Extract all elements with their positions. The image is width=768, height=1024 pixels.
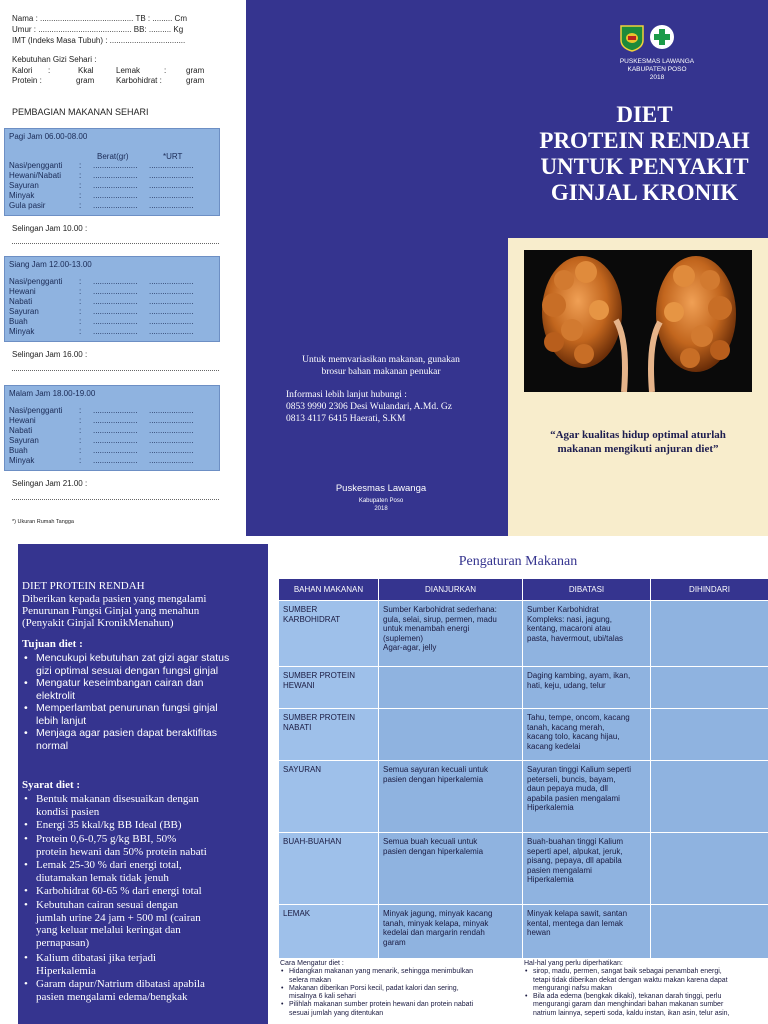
berat-dots: .................... xyxy=(93,161,138,170)
cell-line: Minyak jagung, minyak kacang xyxy=(383,909,493,918)
karbo-label: Karbohidrat : xyxy=(116,76,162,85)
cover-title-line: DIET xyxy=(616,102,673,127)
meal-item: Hewani xyxy=(9,416,36,425)
tujuan-title: Tujuan diet : xyxy=(22,638,83,650)
contact-2: 0813 4117 6415 Haerati, S.KM xyxy=(286,414,406,424)
table-header-row xyxy=(279,579,768,601)
syarat-text: Lemak 25-30 % dari energi total, xyxy=(36,859,182,871)
cell-line: SUMBER PROTEIN xyxy=(283,671,356,680)
cell-line: Tahu, tempe, oncom, kacang xyxy=(527,713,630,722)
meal-title: Siang Jam 12.00-13.00 xyxy=(9,260,92,269)
cell-line: Semua buah kecuali untuk xyxy=(383,837,478,846)
meal-colon: : xyxy=(79,307,82,316)
table-row xyxy=(279,709,768,761)
row-dibatasi xyxy=(523,761,651,833)
cell-line: tanah, kacang merah, xyxy=(527,722,605,732)
cell-line: pasien mengalami xyxy=(527,865,592,875)
snack-line xyxy=(12,243,219,244)
urt-header: *URT xyxy=(163,152,183,161)
pengaturan-panel xyxy=(268,536,768,1024)
info-title: Informasi lebih lanjut hubungi : xyxy=(286,390,407,400)
lemak-unit: gram xyxy=(186,66,205,75)
district-emblem-icon xyxy=(619,24,645,52)
row-dianjurkan xyxy=(379,833,523,905)
syarat-text: pernapasan) xyxy=(36,936,90,949)
berat-dots: .................... xyxy=(93,317,138,326)
cell-line: untuk menambah energi xyxy=(383,624,470,633)
berat-dots: .................... xyxy=(93,327,138,336)
syarat-text: kondisi pasien xyxy=(36,805,100,818)
cell-line: peterseli, buncis, bayam, xyxy=(527,774,616,784)
berat-dots: .................... xyxy=(93,416,138,425)
cell-line: Hiperkalemia xyxy=(527,803,574,812)
diet-intro-line: Penurunan Fungsi Ginjal yang menahun xyxy=(22,605,200,617)
meal-colon: : xyxy=(79,327,82,336)
urt-dots: .................... xyxy=(149,436,194,445)
meal-box-pagi xyxy=(4,128,220,216)
cell-line: hewan xyxy=(527,928,551,937)
row-category xyxy=(279,601,379,667)
row-dihindari xyxy=(651,709,768,761)
meal-colon: : xyxy=(79,201,82,210)
meal-colon: : xyxy=(79,416,82,425)
berat-dots: .................... xyxy=(93,277,138,286)
meal-item: Sayuran xyxy=(9,436,39,445)
kalori-label: Kalori xyxy=(12,66,33,75)
row-dianjurkan xyxy=(379,601,523,667)
cell-line: seperti apel, alpukat, jeruk, xyxy=(527,846,623,856)
urt-dots: .................... xyxy=(149,456,194,465)
table-row xyxy=(279,833,768,905)
cell-line: kental, mentega dan lemak xyxy=(527,918,624,928)
cara-text: Pilihlah makanan sumber protein hewani dan protein nabati xyxy=(289,1001,474,1009)
row-dibatasi xyxy=(523,833,651,905)
meal-title: Pagi Jam 06.00-08.00 xyxy=(9,132,88,141)
cell-line: Sumber Karbohidrat sederhana: xyxy=(383,605,497,614)
meal-item: Hewani xyxy=(9,287,36,296)
cara-mengatur xyxy=(280,960,520,1018)
berat-dots: .................... xyxy=(93,181,138,190)
cover-title-line: GINJAL KRONIK xyxy=(550,180,739,205)
meal-item: Minyak xyxy=(9,327,35,336)
diet-heading: DIET PROTEIN RENDAH xyxy=(22,580,145,592)
meal-colon: : xyxy=(79,191,82,200)
tujuan-item: • Menjaga agar pasien dapat beraktifitas normal xyxy=(24,727,258,752)
tujuan-item: • Mengatur keseimbangan cairan dan elektrolit xyxy=(24,677,258,702)
syarat-text: Energi 35 kkal/kg BB Ideal (BB) xyxy=(36,819,182,831)
karbo-unit: gram xyxy=(186,76,205,85)
snack-line xyxy=(12,499,219,500)
meal-colon: : xyxy=(79,456,82,465)
berat-dots: .................... xyxy=(93,307,138,316)
cara-text: selera makan xyxy=(289,976,332,984)
hal-title: Hal-hal yang perlu diperhatikan: xyxy=(524,960,623,967)
meal-colon: : xyxy=(79,287,82,296)
urt-dots: .................... xyxy=(149,201,194,210)
meal-item: Nasi/pengganti xyxy=(9,277,63,286)
cell-line: Sayuran tinggi Kalium seperti xyxy=(527,765,632,774)
hal-text: Bila ada edema (bengkak dikaki), tekanan darah tinggi, perlu xyxy=(533,993,722,1001)
cell-line: pasien dengan hiperkalemia xyxy=(383,774,484,784)
contact-1: 0853 9990 2306 Desi Wulandari, A.Md. Gz xyxy=(286,402,452,412)
cell-line: KARBOHIDRAT xyxy=(283,614,341,624)
syarat-text: yang keluar melalui keringat dan xyxy=(36,924,181,936)
header-bahan: BAHAN MAKANAN xyxy=(279,579,379,601)
row-dianjurkan xyxy=(379,709,523,761)
urt-dots: .................... xyxy=(149,277,194,286)
syarat-text: Kalium dibatasi jika terjadi xyxy=(36,952,157,964)
cover-title xyxy=(517,102,768,206)
kebutuhan-title: Kebutuhan Gizi Sehari : xyxy=(12,55,97,64)
cell-line: NABATI xyxy=(283,722,312,732)
urt-dots: .................... xyxy=(149,406,194,415)
cell-line: kacang tolo, kacang hijau, xyxy=(527,732,620,741)
lemak-colon: : xyxy=(164,66,167,75)
syarat-title: Syarat diet : xyxy=(22,779,81,791)
tujuan-text: elektrolit xyxy=(36,689,76,702)
diet-form-panel xyxy=(0,0,246,536)
syarat-text: protein hewani dan 50% protein nabati xyxy=(36,845,207,858)
kidney-left-shape xyxy=(542,256,625,392)
cell-line: tanah, minyak kelapa, minyak xyxy=(383,918,489,928)
urt-dots: .................... xyxy=(149,307,194,316)
cara-item: • Makanan diberikan Porsi kecil, padat kalori dan sering, misalnya 6 kali sehari xyxy=(280,985,520,1002)
meal-item: Hewani/Nabati xyxy=(9,171,62,180)
meal-colon: : xyxy=(79,446,82,455)
kalori-unit: Kkal xyxy=(78,66,94,75)
table-row xyxy=(279,905,768,959)
berat-dots: .................... xyxy=(93,436,138,445)
protein-unit: gram xyxy=(76,76,95,85)
hal-item: • sirop, madu, permen, sangat baik sebagai penambah energi, tetapi tidak diberikan dekat dengan waktu makan karena dapat mengurangi nafsu makan xyxy=(524,968,768,993)
meal-item: Nabati xyxy=(9,297,33,306)
row-dibatasi xyxy=(523,601,651,667)
umur-field: Umur : .......................................... BB: .......... Kg xyxy=(12,25,184,34)
meal-colon: : xyxy=(79,297,82,306)
cover-title-line: PROTEIN RENDAH xyxy=(539,128,750,153)
tujuan-text: Mengatur keseimbangan cairan dan xyxy=(36,677,204,689)
urt-dots: .................... xyxy=(149,297,194,306)
berat-dots: .................... xyxy=(93,406,138,415)
syarat-item: • Kebutuhan cairan sesuai dengan jumlah urine 24 jam + 500 ml (cairan yang keluar melalui keringat dan pernapasan) xyxy=(24,899,258,949)
cover-org-line2: KABUPATEN POSO xyxy=(627,66,687,73)
meal-colon: : xyxy=(79,436,82,445)
meal-section-title: PEMBAGIAN MAKANAN SEHARI xyxy=(12,107,149,117)
meal-colon: : xyxy=(79,161,82,170)
cell-line: Daging kambing, ayam, ikan, xyxy=(527,671,631,680)
cell-line: Hiperkalemia xyxy=(527,875,574,884)
tujuan-text: Mencukupi kebutuhan zat gizi agar status xyxy=(36,652,230,664)
row-dihindari xyxy=(651,667,768,709)
tujuan-text: lebih lanjut xyxy=(36,714,87,727)
urt-dots: .................... xyxy=(149,327,194,336)
diet-info-panel xyxy=(0,536,268,1024)
pengaturan-title: Pengaturan Makanan xyxy=(458,554,578,569)
contact-panel xyxy=(246,0,507,536)
berat-dots: .................... xyxy=(93,287,138,296)
cover-quote xyxy=(518,428,758,456)
hal-text: tetapi tidak diberikan dekat dengan waktu makan karena dapat xyxy=(533,976,728,984)
kalori-colon: : xyxy=(48,66,51,75)
cover-image-area xyxy=(508,238,768,536)
cell-line: SUMBER xyxy=(283,605,318,614)
meal-item: Gula pasir xyxy=(9,201,46,210)
meal-item: Sayuran xyxy=(9,307,39,316)
org-year: 2018 xyxy=(374,506,388,512)
cover-quote-line: makanan mengikuti anjuran diet” xyxy=(557,443,719,455)
syarat-text: Kebutuhan cairan sesuai dengan xyxy=(36,899,179,911)
header-dianjurkan: DIANJURKAN xyxy=(379,579,523,601)
snack-label: Selingan Jam 21.00 : xyxy=(12,479,88,488)
cell-line: apabila pasien mengalami xyxy=(527,793,620,803)
cara-text: sesuai jumlah yang ditentukan xyxy=(289,1009,384,1017)
cell-line: garam xyxy=(383,937,406,947)
row-dianjurkan xyxy=(379,905,523,959)
snack-label: Selingan Jam 10.00 : xyxy=(12,224,88,233)
row-dianjurkan xyxy=(379,667,523,709)
hal-text: mengurangi nafsu makan xyxy=(533,984,612,992)
cell-line: kedelai dan margarin rendah xyxy=(383,928,485,937)
tujuan-text: gizi optimal sesuai dengan fungsi ginjal xyxy=(36,664,219,677)
cara-text: misalnya 6 kali sehari xyxy=(289,993,356,1001)
berat-dots: .................... xyxy=(93,456,138,465)
syarat-item: • Lemak 25-30 % dari energi total, diutamakan lemak tidak jenuh xyxy=(24,859,258,884)
snack-line xyxy=(12,370,219,371)
header-dibatasi: DIBATASI xyxy=(523,579,651,601)
tujuan-text: normal xyxy=(36,739,69,752)
syarat-text: jumlah urine 24 jam + 500 ml (cairan xyxy=(36,911,201,924)
nama-field: Nama : .......................................... TB : ......... Cm xyxy=(12,14,187,23)
table-row xyxy=(279,761,768,833)
syarat-text: pasien mengalami edema/bengkak xyxy=(36,990,188,1003)
row-category xyxy=(279,905,379,959)
snack-label: Selingan Jam 16.00 : xyxy=(12,350,88,359)
kidney-image xyxy=(524,250,752,392)
urt-dots: .................... xyxy=(149,181,194,190)
syarat-item: • Kalium dibatasi jika terjadi Hiperkalemia xyxy=(24,952,258,977)
cell-line: kentang, macaroni atau xyxy=(527,624,611,633)
syarat-item: • Energi 35 kkal/kg BB Ideal (BB) xyxy=(24,819,258,832)
cara-title: Cara Mengatur diet : xyxy=(280,960,344,967)
meal-item: Nasi/pengganti xyxy=(9,406,63,415)
syarat-item: • Bentuk makanan disesuaikan dengan kondisi pasien xyxy=(24,793,258,818)
protein-label: Protein : xyxy=(12,76,42,85)
cell-line: Agar-agar, jelly xyxy=(383,643,437,652)
syarat-text: Hiperkalemia xyxy=(36,964,96,977)
cell-line: SUMBER PROTEIN xyxy=(283,713,356,722)
berat-dots: .................... xyxy=(93,191,138,200)
cell-line: pasta, havermout, ubi/talas xyxy=(527,633,624,643)
berat-dots: .................... xyxy=(93,297,138,306)
row-dibatasi xyxy=(523,667,651,709)
berat-dots: .................... xyxy=(93,446,138,455)
syarat-item: • Garam dapur/Natrium dibatasi apabila pasien mengalami edema/bengkak xyxy=(24,978,258,1003)
cell-line: Kompleks: nasi, jagung, xyxy=(527,614,612,624)
row-category xyxy=(279,709,379,761)
cell-line: daun pepaya muda, dll xyxy=(527,784,608,793)
imt-field: IMT (Indeks Masa Tubuh) : .................................. xyxy=(12,36,186,45)
syarat-item: • Karbohidrat 60-65 % dari energi total xyxy=(24,885,258,898)
lemak-label: Lemak xyxy=(116,66,141,75)
hal-text: mengurangi garam dan menghindari bahan makanan sumber xyxy=(533,1001,724,1009)
meal-box-malam xyxy=(4,385,220,471)
berat-dots: .................... xyxy=(93,426,138,435)
hal-item: • Bila ada edema (bengkak dikaki), tekanan darah tinggi, perlu mengurangi garam dan menghindari bahan makanan sumber natrium lainnya, seperti soda, kaldu instan, ikan asin, telur asin, xyxy=(524,993,768,1018)
row-dibatasi xyxy=(523,905,651,959)
urt-dots: .................... xyxy=(149,287,194,296)
row-dihindari xyxy=(651,601,768,667)
health-cross-icon xyxy=(649,24,675,50)
syarat-text: Protein 0,6-0,75 g/kg BBI, 50% xyxy=(36,833,177,845)
hal-diperhatikan xyxy=(524,960,768,1018)
footnote: *) Ukuran Rumah Tangga xyxy=(12,519,74,525)
meal-colon: : xyxy=(79,426,82,435)
urt-dots: .................... xyxy=(149,446,194,455)
cell-line: hati, keju, udang, telur xyxy=(527,680,606,690)
cell-line: kacang kedelai xyxy=(527,741,581,751)
meal-colon: : xyxy=(79,317,82,326)
syarat-text: Bentuk makanan disesuaikan dengan xyxy=(36,793,199,805)
meal-item: Sayuran xyxy=(9,181,39,190)
cell-line: pasien dengan hiperkalemia xyxy=(383,846,484,856)
row-category xyxy=(279,761,379,833)
meal-colon: : xyxy=(79,171,82,180)
tujuan-item: • Mencukupi kebutuhan zat gizi agar status gizi optimal sesuai dengan fungsi ginjal xyxy=(24,652,258,677)
syarat-text: Garam dapur/Natrium dibatasi apabila xyxy=(36,978,205,990)
cell-line: LEMAK xyxy=(283,909,311,918)
syarat-item: • Protein 0,6-0,75 g/kg BBI, 50% protein hewani dan 50% protein nabati xyxy=(24,833,258,858)
hal-text: natrium lainnya, seperti soda, kaldu instan, ikan asin, telur asin, xyxy=(533,1009,730,1017)
row-category xyxy=(279,667,379,709)
meal-colon: : xyxy=(79,406,82,415)
cara-item: • Hidangkan makanan yang menarik, sehingga menimbulkan selera makan xyxy=(280,968,520,985)
meal-item: Nasi/pengganti xyxy=(9,161,63,170)
table-row xyxy=(279,601,768,667)
cell-line: HEWANI xyxy=(283,680,315,690)
syarat-text: diutamakan lemak tidak jenuh xyxy=(36,871,169,884)
row-category xyxy=(279,833,379,905)
org-name: Puskesmas Lawanga xyxy=(335,483,427,494)
meal-item: Minyak xyxy=(9,191,35,200)
meal-title: Malam Jam 18.00-19.00 xyxy=(9,389,96,398)
tujuan-text: Memperlambat penurunan fungsi ginjal xyxy=(36,702,218,714)
urt-dots: .................... xyxy=(149,426,194,435)
urt-dots: .................... xyxy=(149,161,194,170)
cara-item: • Pilihlah makanan sumber protein hewani dan protein nabati sesuai jumlah yang ditentukan xyxy=(280,1001,520,1018)
kidney-right-shape xyxy=(651,256,736,392)
syarat-text: Karbohidrat 60-65 % dari energi total xyxy=(36,885,202,897)
cover-title-line: UNTUK PENYAKIT xyxy=(540,154,749,179)
diet-intro-line: Diberikan kepada pasien yang mengalami xyxy=(22,593,207,605)
para1-line1: Untuk memvariasikan makanan, gunakan xyxy=(302,355,460,365)
cell-line: pisang, pepaya, dll apabila xyxy=(527,856,622,865)
meal-item: Nabati xyxy=(9,426,33,435)
table-row xyxy=(279,667,768,709)
row-dihindari xyxy=(651,905,768,959)
cover-year: 2018 xyxy=(649,74,665,81)
cara-text: Makanan diberikan Porsi kecil, padat kalori dan sering, xyxy=(289,984,459,992)
urt-dots: .................... xyxy=(149,416,194,425)
meal-item: Buah xyxy=(9,317,28,326)
cell-line: Sumber Karbohidrat xyxy=(527,605,599,614)
berat-header: Berat(gr) xyxy=(97,152,129,161)
row-dihindari xyxy=(651,833,768,905)
tujuan-item: • Memperlambat penurunan fungsi ginjal lebih lanjut xyxy=(24,702,258,727)
org-kab: Kabupaten Poso xyxy=(358,498,404,504)
meal-colon: : xyxy=(79,181,82,190)
row-dianjurkan xyxy=(379,761,523,833)
cell-line: SAYURAN xyxy=(283,765,322,774)
cell-line: (suplemen) xyxy=(383,633,424,643)
tujuan-text: Menjaga agar pasien dapat beraktifitas xyxy=(36,727,217,739)
cell-line: BUAH-BUAHAN xyxy=(283,837,342,846)
meal-colon: : xyxy=(79,277,82,286)
berat-dots: .................... xyxy=(93,201,138,210)
para1-line2: brosur bahan makanan penukar xyxy=(321,367,441,377)
urt-dots: .................... xyxy=(149,317,194,326)
cell-line: Minyak kelapa sawit, santan xyxy=(527,909,628,918)
meal-item: Minyak xyxy=(9,456,35,465)
hal-text: sirop, madu, permen, sangat baik sebagai penambah energi, xyxy=(533,968,722,976)
meal-box-siang xyxy=(4,256,220,342)
cover-quote-line: “Agar kualitas hidup optimal aturlah xyxy=(550,429,726,441)
cell-line: Semua sayuran kecuali untuk xyxy=(383,765,488,774)
cover-org-line1: PUSKESMAS LAWANGA xyxy=(619,58,695,65)
header-dihindari: DIHINDARI xyxy=(651,579,768,601)
pengaturan-table xyxy=(278,578,768,959)
meal-item: Buah xyxy=(9,446,28,455)
cell-line: gula, selai, sirup, permen, madu xyxy=(383,614,497,624)
urt-dots: .................... xyxy=(149,171,194,180)
berat-dots: .................... xyxy=(93,171,138,180)
cara-text: Hidangkan makanan yang menarik, sehingga menimbulkan xyxy=(289,968,474,976)
urt-dots: .................... xyxy=(149,191,194,200)
cell-line: Buah-buahan tinggi Kalium xyxy=(527,837,624,846)
diet-intro-line: (Penyakit Ginjal KronikMenahun) xyxy=(22,617,174,629)
row-dihindari xyxy=(651,761,768,833)
row-dibatasi xyxy=(523,709,651,761)
